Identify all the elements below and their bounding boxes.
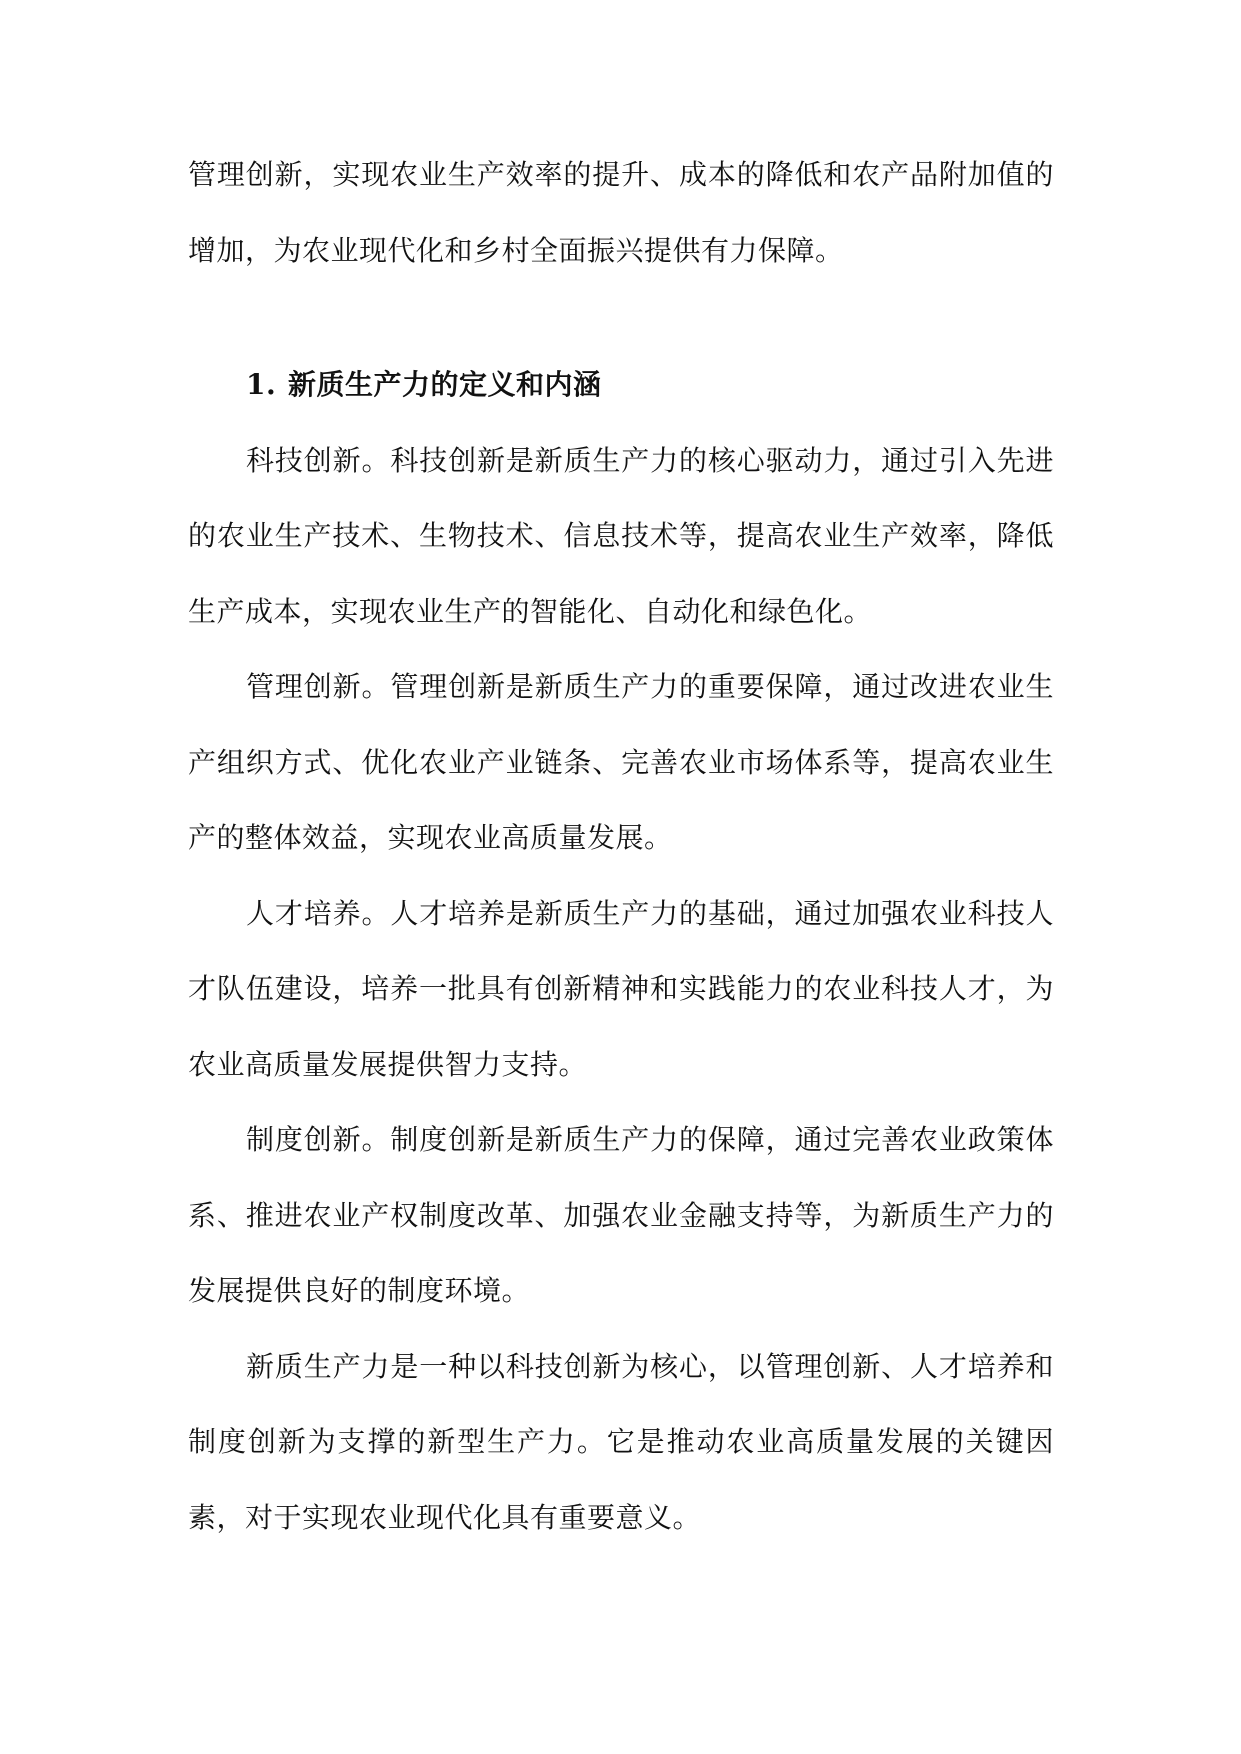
section-number: 1. (246, 368, 277, 401)
paragraph-institutional-innovation: 制度创新。制度创新是新质生产力的保障，通过完善农业政策体系、推进农业产权制度改革、加强农业金融支持等，为新质生产力的发展提供良好的制度环境。 (188, 1123, 1054, 1307)
paragraph-talent-cultivation: 人才培养。人才培养是新质生产力的基础，通过加强农业科技人才队伍建设，培养一批具有创新精神和实践能力的农业科技人才，为农业高质量发展提供智力支持。 (188, 896, 1054, 1081)
document-body (188, 137, 1054, 1555)
intro-paragraph: 管理创新，实现农业生产效率的提升、成本的降低和农产品附加值的增加，为农业现代化和乡村全面振兴提供有力保障。 (188, 158, 1054, 267)
paragraph-summary: 新质生产力是一种以科技创新为核心，以管理创新、人才培养和制度创新为支撑的新型生产力。它是推动农业高质量发展的关键因素，对于实现农业现代化具有重要意义。 (188, 1349, 1054, 1534)
section-title: 新质生产力的定义和内涵 (288, 368, 602, 401)
section-heading (188, 347, 1054, 423)
paragraph-tech-innovation: 科技创新。科技创新是新质生产力的核心驱动力，通过引入先进的农业生产技术、生物技术、信息技术等，提高农业生产效率，降低生产成本，实现农业生产的智能化、自动化和绿色化。 (188, 443, 1054, 628)
paragraph-management-innovation: 管理创新。管理创新是新质生产力的重要保障，通过改进农业生产组织方式、优化农业产业链条、完善农业市场体系等，提高农业生产的整体效益，实现农业高质量发展。 (188, 670, 1054, 854)
